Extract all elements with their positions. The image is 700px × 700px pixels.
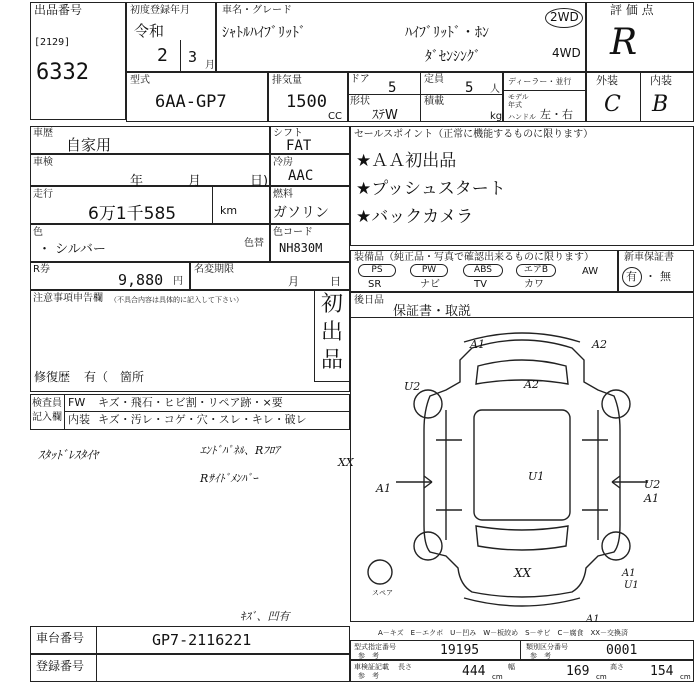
after-label: 後日品 bbox=[354, 295, 384, 306]
height-unit: cm bbox=[680, 673, 691, 681]
interior-value: B bbox=[652, 92, 669, 117]
selling-points-label: セールスポイント（正常に機能するものに限ります） bbox=[354, 129, 594, 140]
length-unit: cm bbox=[492, 673, 503, 681]
person-unit: 人 bbox=[490, 84, 500, 95]
name-line3: ﾀﾞｾﾝｼﾝｸﾞ bbox=[425, 49, 481, 65]
interior-row-items: キズ・汚レ・コゲ・穴・スレ・キレ・破レ bbox=[98, 413, 307, 426]
width-value: 169 bbox=[566, 664, 590, 679]
mark-xx-rear: XX bbox=[514, 566, 532, 580]
fuel-value: ガソリン bbox=[273, 205, 329, 221]
use-label: 車歴 bbox=[33, 128, 53, 139]
exterior-label: 外装 bbox=[596, 74, 618, 87]
ac-label: 冷房 bbox=[273, 157, 293, 168]
ac-value: AAC bbox=[288, 168, 314, 184]
grade-value: R bbox=[610, 22, 638, 63]
handle-label: ハンドル bbox=[508, 113, 536, 121]
mark-a1-left: A1 bbox=[376, 482, 391, 495]
equip-airbag: エアB bbox=[516, 264, 556, 277]
divider bbox=[180, 40, 181, 72]
mark-a2-front-right: A2 bbox=[592, 338, 607, 351]
divider bbox=[420, 72, 421, 94]
name-line2: ﾊｲﾌﾞﾘｯﾄﾞ・ﾎﾝ bbox=[405, 25, 489, 41]
first-listing-char-2: 出 bbox=[320, 320, 343, 345]
model-cert-value: 19195 bbox=[440, 643, 480, 658]
warranty-separator: ・ bbox=[645, 270, 656, 283]
mileage-label: 走行 bbox=[33, 189, 53, 200]
exterior-value: C bbox=[604, 92, 621, 117]
recycle-label: R券 bbox=[33, 264, 50, 275]
handwritten-note-5: ｷｽﾞ、凹有 bbox=[240, 610, 290, 623]
divider bbox=[420, 94, 421, 122]
divider bbox=[212, 186, 213, 224]
equip-aw: AW bbox=[582, 266, 599, 277]
notes-label: 注意事項申告欄 bbox=[33, 293, 103, 304]
first-listing-char-3: 品 bbox=[320, 348, 343, 373]
height-value: 154 bbox=[650, 664, 674, 679]
km-unit: km bbox=[220, 204, 238, 217]
reg-date-label: 初度登録年月 bbox=[130, 5, 190, 16]
name-change-day: 日 bbox=[330, 275, 341, 288]
vin-label: 車台番号 bbox=[36, 631, 85, 645]
model-cert-box bbox=[350, 640, 694, 660]
width-unit: cm bbox=[596, 673, 607, 681]
name-line1: ｼｬﾄﾙﾊｲﾌﾞﾘｯﾄﾞ bbox=[222, 25, 306, 41]
divider bbox=[503, 90, 586, 91]
mark-u2-right: U2 bbox=[644, 478, 661, 491]
equip-navi: ナビ bbox=[420, 279, 440, 290]
class-ref: 参 考 bbox=[530, 652, 551, 660]
dealer-label: ディーラー・並行 bbox=[508, 77, 572, 86]
inspector-label-1: 検査員 bbox=[32, 398, 62, 409]
equip-leather: カワ bbox=[524, 279, 544, 290]
door-label: ドア bbox=[350, 74, 370, 85]
interior-row-label: 内装 bbox=[68, 413, 90, 426]
fw-items: キズ・飛石・ヒビ割・リペア跡・×要 bbox=[98, 396, 283, 409]
inspection-year-unit: 年 bbox=[130, 174, 144, 189]
name-change-month: 月 bbox=[288, 275, 299, 288]
month-unit: 月 bbox=[205, 60, 215, 71]
lot-number: 6332 bbox=[36, 60, 89, 85]
name-change-label: 名変期限 bbox=[194, 264, 234, 275]
reg-era: 令和 bbox=[134, 22, 165, 40]
model-label: 型式 bbox=[130, 75, 150, 86]
equip-sr: SR bbox=[368, 279, 382, 290]
equip-tv: TV bbox=[474, 279, 487, 290]
warranty-yes: 有 bbox=[626, 270, 637, 283]
shape-value: ｽﾃW bbox=[372, 108, 398, 123]
mark-a1-front-left: A1 bbox=[470, 338, 485, 351]
capacity-value: 5 bbox=[465, 80, 474, 96]
model-year-label1: モデル bbox=[508, 93, 529, 101]
handwritten-note-1: ｽﾀｯﾄﾞﾚｽﾀｲﾔ bbox=[38, 448, 99, 462]
first-listing-char-1: 初 bbox=[320, 292, 343, 317]
shift-value: FAT bbox=[286, 138, 312, 154]
height-label: 高さ bbox=[610, 663, 624, 671]
model-cert-label: 型式指定番号 bbox=[354, 643, 396, 651]
inspection-label: 車検 bbox=[33, 157, 53, 168]
mark-u1-center: U1 bbox=[528, 470, 545, 483]
door-value: 5 bbox=[388, 80, 397, 96]
class-value: 0001 bbox=[606, 643, 638, 658]
after-value: 保証書・取説 bbox=[393, 304, 472, 319]
divider bbox=[64, 411, 350, 412]
mileage-value: 6万1千585 bbox=[88, 204, 177, 224]
displacement-value: 1500 bbox=[286, 92, 327, 112]
spare-label: スペア bbox=[372, 589, 393, 597]
shift-label: シフト bbox=[273, 128, 303, 139]
fuel-label: 燃料 bbox=[273, 189, 293, 200]
equip-ps: PS bbox=[358, 264, 396, 277]
length-value: 444 bbox=[462, 664, 486, 679]
recycle-box bbox=[30, 262, 190, 290]
mark-a1-rear: A1 bbox=[622, 568, 636, 579]
legend: A－キズ E－エクボ U－凹み W－板絞め S－サビ C－腐食 XX－交換済 bbox=[378, 629, 629, 637]
mark-u1-rear: U1 bbox=[624, 580, 639, 591]
displacement-label: 排気量 bbox=[272, 75, 302, 86]
color-label: 色 bbox=[33, 227, 43, 238]
repair-label: 修復歴 bbox=[34, 370, 71, 384]
vin-value: GP7-2116221 bbox=[152, 631, 252, 649]
grade-label: 評 価 点 bbox=[610, 3, 654, 17]
handwritten-note-4: XX bbox=[338, 456, 354, 469]
mark-a1-bottom: A1 bbox=[586, 614, 600, 625]
dims-label: 車検証記載 bbox=[354, 663, 389, 671]
recycle-value: 9,880 bbox=[118, 271, 164, 289]
divider bbox=[348, 94, 503, 95]
equipment-label: 装備品（純正品・写真で確認出来るものに限ります） bbox=[354, 252, 594, 263]
selling-point-2: ★プッシュスタート bbox=[356, 179, 506, 199]
divider bbox=[64, 394, 65, 430]
color-no-label: 色替 bbox=[244, 238, 264, 249]
warranty-no: 無 bbox=[660, 270, 671, 283]
inspection-month-unit: 月 bbox=[188, 174, 202, 189]
lot-label: 出品番号 bbox=[34, 3, 83, 17]
equip-abs: ABS bbox=[463, 264, 503, 277]
dims-ref: 参 考 bbox=[358, 672, 379, 680]
reg-number-label: 登録番号 bbox=[36, 659, 85, 673]
fw-label: FW bbox=[68, 396, 86, 409]
capacity-label: 定員 bbox=[424, 74, 444, 85]
model-cert-ref: 参 考 bbox=[358, 652, 379, 660]
use-value: 自家用 bbox=[66, 136, 112, 154]
inspection-day-unit: 日) bbox=[250, 174, 269, 189]
selling-point-3: ★バックカメラ bbox=[356, 207, 474, 227]
reg-month: 3 bbox=[188, 48, 198, 66]
interior-label: 内装 bbox=[650, 74, 672, 87]
handle-value: 左・右 bbox=[540, 108, 573, 121]
warranty-label: 新車保証書 bbox=[624, 252, 674, 263]
lot-code: [2129] bbox=[34, 37, 71, 48]
mark-u2-front-left: U2 bbox=[404, 380, 421, 393]
equip-pw: PW bbox=[410, 264, 448, 277]
cc-unit: CC bbox=[328, 111, 342, 122]
class-label: 類別区分番号 bbox=[526, 643, 568, 651]
model-value: 6AA-GP7 bbox=[155, 92, 227, 112]
name-label: 車名・グレード bbox=[222, 5, 292, 16]
selling-point-1: ★ＡＡ初出品 bbox=[356, 151, 457, 171]
divider bbox=[520, 640, 521, 660]
inspector-label-2: 記入欄 bbox=[32, 412, 62, 423]
notes-sublabel: （不具合内容は具体的に記入して下さい） bbox=[110, 296, 243, 304]
mark-a2-roof: A2 bbox=[524, 378, 539, 391]
color-value: ・ シルバー bbox=[38, 242, 106, 257]
width-label: 幅 bbox=[508, 663, 515, 671]
model-year-label2: 年式 bbox=[508, 101, 522, 109]
reg-year: 2 bbox=[157, 45, 168, 66]
color-code-value: NH830M bbox=[279, 241, 323, 255]
yen-unit: 円 bbox=[173, 276, 183, 287]
color-code-label: 色コード bbox=[273, 227, 313, 238]
handwritten-note-2: ｴﾝﾄﾞﾊﾟﾈﾙ、Rﾌﾛｱ bbox=[200, 444, 280, 457]
repair-value: 有（ 箇所 bbox=[84, 370, 145, 384]
length-label: 長さ bbox=[398, 663, 412, 671]
inspection-box bbox=[30, 154, 270, 186]
drive-4wd: 4WD bbox=[552, 46, 581, 60]
drive-2wd: 2WD bbox=[550, 10, 579, 24]
mark-a1-right: A1 bbox=[644, 492, 659, 505]
shape-label: 形状 bbox=[350, 96, 370, 107]
divider bbox=[640, 72, 641, 122]
handwritten-note-3: Rｻｲﾄﾞﾒﾝﾊﾞｰ bbox=[200, 472, 258, 485]
kg-unit: kg bbox=[490, 111, 503, 122]
load-label: 積載 bbox=[424, 96, 444, 107]
